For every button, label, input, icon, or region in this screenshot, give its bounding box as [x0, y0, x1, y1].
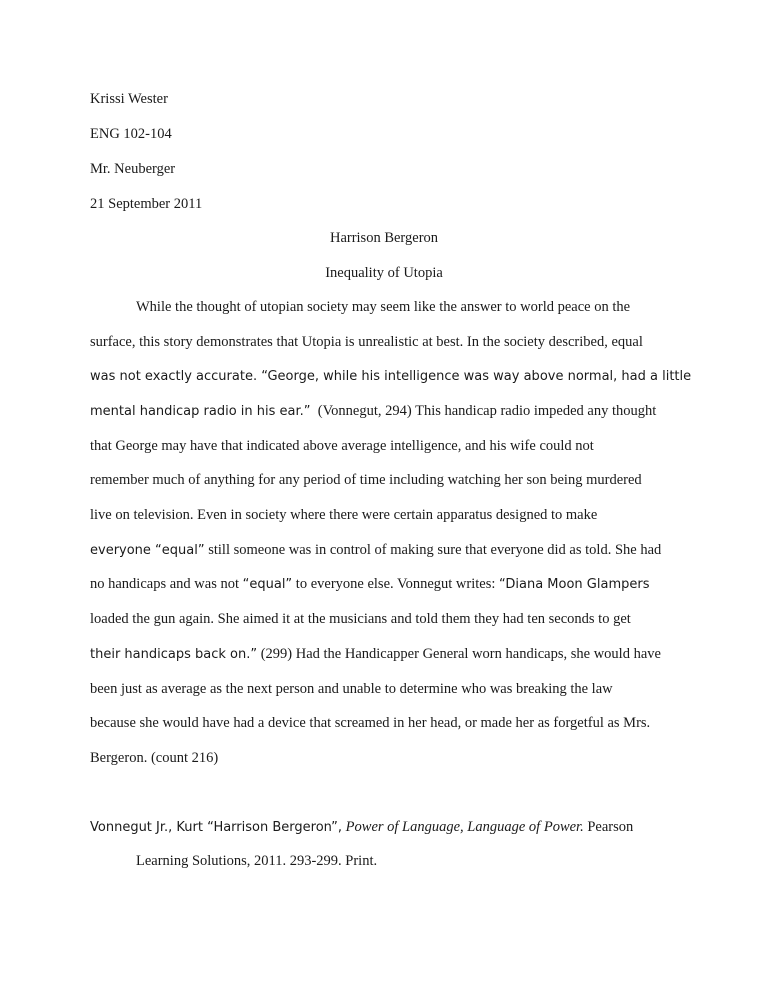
body-line-2: surface, this story demonstrates that Utopia is unrealistic at best. In the society described, equal	[90, 334, 643, 350]
citation-author: Vonnegut Jr., Kurt “Harrison Bergeron”,	[90, 820, 343, 835]
works-cited-entry	[90, 818, 633, 837]
essay-title: Harrison Bergeron	[329, 230, 439, 246]
body-line-4	[90, 402, 656, 421]
quote-fragment: “equal”	[242, 577, 293, 592]
body-line-7: live on television. Even in society where there were certain apparatus designed to make	[90, 507, 598, 523]
body-line-3: was not exactly accurate. “George, while his intelligence was way above normal, had a little	[90, 369, 692, 384]
works-cited-entry-continued: Learning Solutions, 2011. 293-299. Print.	[136, 853, 378, 869]
quote-fragment: everyone “equal”	[90, 543, 205, 558]
quote-fragment: their handicaps back on.”	[90, 647, 258, 662]
instructor-name: Mr. Neuberger	[90, 161, 176, 177]
body-line-8	[90, 541, 661, 560]
author-name: Krissi Wester	[90, 91, 168, 107]
body-line-12: been just as average as the next person and unable to determine who was breaking the law	[90, 681, 613, 697]
body-line-6: remember much of anything for any period of time including watching her son being murdered	[90, 472, 642, 488]
body-line-9	[90, 575, 649, 594]
essay-date: 21 September 2011	[90, 196, 203, 212]
citation-publisher: Pearson	[587, 819, 634, 835]
body-line-10: loaded the gun again. She aimed it at the musicians and told them they had ten seconds to get	[90, 611, 631, 627]
body-text-fragment: (Vonnegut, 294) This handicap radio impeded any thought	[317, 403, 657, 419]
body-text-fragment: still someone was in control of making sure that everyone did as told. She had	[208, 542, 662, 558]
citation-book-title: Power of Language, Language of Power.	[345, 819, 584, 835]
quote-fragment: mental handicap radio in his ear.”	[90, 404, 311, 419]
essay-subtitle: Inequality of Utopia	[325, 265, 443, 281]
body-line-1: While the thought of utopian society may seem like the answer to world peace on the	[136, 299, 631, 315]
quote-fragment: “Diana Moon Glampers	[499, 577, 650, 592]
body-text-fragment: no handicaps and was not	[90, 576, 239, 592]
body-line-11	[90, 645, 661, 664]
body-line-13: because she would have had a device that screamed in her head, or made her as forgetful as Mrs.	[90, 715, 651, 731]
body-text-fragment: (299) Had the Handicapper General worn handicaps, she would have	[260, 646, 661, 662]
body-line-14: Bergeron. (count 216)	[90, 750, 219, 766]
course-code: ENG 102-104	[90, 126, 172, 142]
body-text-fragment: to everyone else. Vonnegut writes:	[295, 576, 496, 592]
body-line-5: that George may have that indicated above average intelligence, and his wife could not	[90, 438, 594, 454]
